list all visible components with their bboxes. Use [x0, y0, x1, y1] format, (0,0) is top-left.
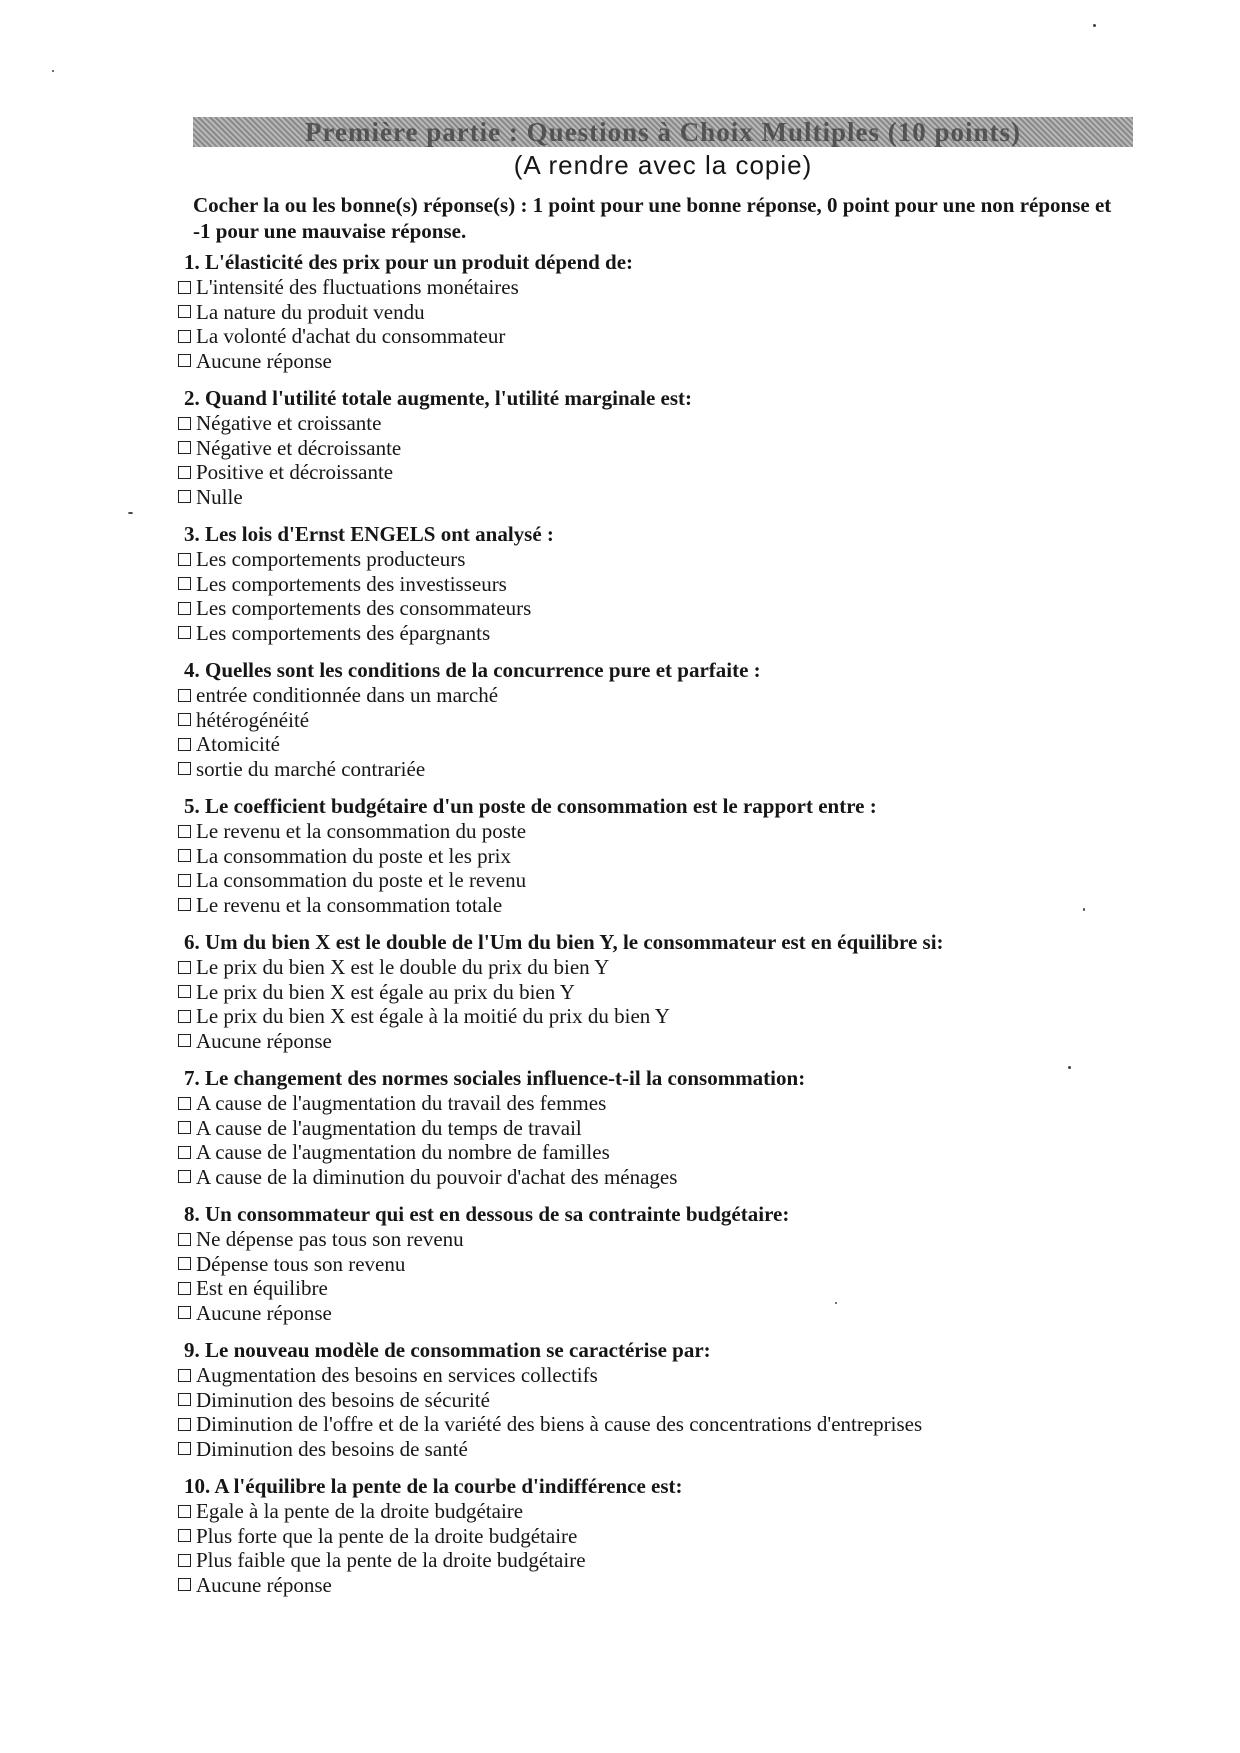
answer-option[interactable] — [178, 757, 1128, 782]
option-label: Les comportements des épargnants — [196, 620, 491, 645]
question-7 — [178, 1066, 1128, 1189]
option-label: Le prix du bien X est égale à la moitié du prix du bien Y — [196, 1004, 670, 1028]
option-label: Les comportements producteurs — [196, 547, 466, 571]
option-label: Nulle — [196, 484, 243, 509]
scan-speck — [835, 1302, 837, 1304]
answer-option[interactable] — [178, 300, 1128, 325]
question-9 — [178, 1338, 1128, 1461]
answer-option[interactable] — [178, 1363, 1128, 1388]
answer-option[interactable] — [178, 411, 1128, 436]
checkbox-icon[interactable] — [178, 985, 191, 998]
question-title: 3. Les lois d'Ernst ENGELS ont analysé : — [184, 522, 554, 546]
checkbox-icon[interactable] — [178, 689, 191, 702]
answer-option[interactable] — [178, 1276, 1128, 1301]
answer-option[interactable] — [178, 485, 1128, 510]
scan-speck — [1093, 24, 1096, 27]
answer-option[interactable] — [178, 1524, 1128, 1549]
option-label: Les comportements des consommateurs — [196, 596, 532, 620]
question-5 — [178, 794, 1128, 917]
answer-option[interactable] — [178, 1499, 1128, 1524]
checkbox-icon[interactable] — [178, 417, 191, 430]
checkbox-icon[interactable] — [178, 1554, 191, 1567]
question-8 — [178, 1202, 1128, 1325]
option-label: Dépense tous son revenu — [196, 1251, 406, 1276]
answer-option[interactable] — [178, 819, 1128, 844]
option-label: Plus forte que la pente de la droite budgétaire — [196, 1523, 578, 1548]
answer-option[interactable] — [178, 868, 1128, 893]
checkbox-icon[interactable] — [178, 1010, 191, 1023]
answer-option[interactable] — [178, 547, 1128, 572]
option-label: A cause de l'augmentation du nombre de familles — [196, 1140, 610, 1164]
checkbox-icon[interactable] — [178, 1306, 191, 1319]
checkbox-icon[interactable] — [178, 898, 191, 911]
option-label: Aucune réponse — [196, 1300, 332, 1325]
option-label: Négative et décroissante — [196, 435, 402, 460]
answer-option[interactable] — [178, 1165, 1128, 1190]
answer-option[interactable] — [178, 1116, 1128, 1141]
question-10 — [178, 1474, 1128, 1597]
checkbox-icon[interactable] — [178, 1442, 191, 1455]
option-label: sortie du marché contrariée — [196, 756, 426, 781]
checkbox-icon[interactable] — [178, 466, 191, 479]
option-label: A cause de l'augmentation du travail des femmes — [196, 1091, 607, 1115]
checkbox-icon[interactable] — [178, 738, 191, 751]
answer-option[interactable] — [178, 1301, 1128, 1326]
answer-option[interactable] — [178, 683, 1128, 708]
answer-option[interactable] — [178, 1140, 1128, 1165]
question-title: 7. Le changement des normes sociales influence-t-il la consommation: — [184, 1066, 806, 1090]
questions-list — [178, 250, 1128, 1610]
answer-option[interactable] — [178, 1227, 1128, 1252]
question-4 — [178, 658, 1128, 781]
section-banner — [193, 117, 1133, 147]
question-1 — [178, 250, 1128, 373]
option-label: Négative et croissante — [196, 411, 382, 435]
option-label: Diminution des besoins de sécurité — [196, 1387, 490, 1412]
answer-option[interactable] — [178, 1004, 1128, 1029]
question-3 — [178, 522, 1128, 645]
checkbox-icon[interactable] — [178, 305, 191, 318]
instructions-text: Cocher la ou les bonne(s) réponse(s) : 1 point pour une bonne réponse, 0 point pour une non réponse et -1 pour une mauvaise réponse. — [193, 193, 1112, 243]
answer-option[interactable] — [178, 844, 1128, 869]
question-title: 5. Le coefficient budgétaire d'un poste de consommation est le rapport entre : — [184, 794, 877, 818]
option-label: entrée conditionnée dans un marché — [196, 683, 499, 707]
checkbox-icon[interactable] — [178, 1233, 191, 1246]
option-label: Le revenu et la consommation totale — [196, 892, 503, 917]
answer-option[interactable] — [178, 1412, 1128, 1437]
option-label: Ne dépense pas tous son revenu — [196, 1227, 464, 1251]
checkbox-icon[interactable] — [178, 626, 191, 639]
checkbox-icon[interactable] — [178, 825, 191, 838]
answer-option[interactable] — [178, 460, 1128, 485]
checkbox-icon[interactable] — [178, 1282, 191, 1295]
answer-option[interactable] — [178, 955, 1128, 980]
option-label: Le prix du bien X est égale au prix du bien Y — [196, 979, 575, 1004]
checkbox-icon[interactable] — [178, 553, 191, 566]
checkbox-icon[interactable] — [178, 1505, 191, 1518]
checkbox-icon[interactable] — [178, 441, 191, 454]
option-label: Egale à la pente de la droite budgétaire — [196, 1499, 524, 1523]
option-label: Augmentation des besoins en services collectifs — [196, 1363, 598, 1387]
answer-option[interactable] — [178, 708, 1128, 733]
answer-option[interactable] — [178, 1573, 1128, 1598]
option-label: A cause de l'augmentation du temps de travail — [196, 1115, 582, 1140]
answer-option[interactable] — [178, 980, 1128, 1005]
checkbox-icon[interactable] — [178, 961, 191, 974]
checkbox-icon[interactable] — [178, 713, 191, 726]
question-title: 4. Quelles sont les conditions de la concurrence pure et parfaite : — [184, 658, 761, 682]
checkbox-icon[interactable] — [178, 330, 191, 343]
checkbox-icon[interactable] — [178, 1034, 191, 1047]
question-title: 8. Un consommateur qui est en dessous de sa contrainte budgétaire: — [184, 1202, 790, 1226]
answer-option[interactable] — [178, 572, 1128, 597]
question-title: 10. A l'équilibre la pente de la courbe d'indifférence est: — [184, 1474, 683, 1498]
question-title: 2. Quand l'utilité totale augmente, l'utilité marginale est: — [184, 386, 693, 410]
answer-option[interactable] — [178, 436, 1128, 461]
option-label: A cause de la diminution du pouvoir d'achat des ménages — [196, 1164, 678, 1189]
checkbox-icon[interactable] — [178, 1418, 191, 1431]
question-6 — [178, 930, 1128, 1053]
option-label: Aucune réponse — [196, 1028, 332, 1053]
answer-option[interactable] — [178, 1029, 1128, 1054]
option-label: hétérogénéité — [196, 707, 310, 732]
option-label: Est en équilibre — [196, 1276, 328, 1300]
answer-option[interactable] — [178, 349, 1128, 374]
option-label: Le revenu et la consommation du poste — [196, 819, 527, 843]
option-label: Diminution des besoins de santé — [196, 1436, 468, 1461]
checkbox-icon[interactable] — [178, 1529, 191, 1542]
answer-option[interactable] — [178, 1437, 1128, 1462]
answer-option[interactable] — [178, 1252, 1128, 1277]
option-label: Aucune réponse — [196, 348, 332, 373]
checkbox-icon[interactable] — [178, 849, 191, 862]
checkbox-icon[interactable] — [178, 874, 191, 887]
option-label: Diminution de l'offre et de la variété des biens à cause des concentrations d'entreprises — [196, 1412, 923, 1436]
option-label: La consommation du poste et le revenu — [196, 868, 527, 892]
checkbox-icon[interactable] — [178, 602, 191, 615]
answer-option[interactable] — [178, 893, 1128, 918]
question-2 — [178, 386, 1128, 509]
checkbox-icon[interactable] — [178, 1170, 191, 1183]
checkbox-icon[interactable] — [178, 762, 191, 775]
checkbox-icon[interactable] — [178, 281, 191, 294]
option-label: La volonté d'achat du consommateur — [196, 324, 506, 348]
checkbox-icon[interactable] — [178, 1146, 191, 1159]
answer-option[interactable] — [178, 1388, 1128, 1413]
scan-speck — [52, 70, 54, 72]
option-label: Les comportements des investisseurs — [196, 571, 507, 596]
option-label: La consommation du poste et les prix — [196, 843, 511, 868]
question-title: 1. L'élasticité des prix pour un produit dépend de: — [184, 250, 634, 274]
checkbox-icon[interactable] — [178, 490, 191, 503]
answer-option[interactable] — [178, 324, 1128, 349]
answer-option[interactable] — [178, 1548, 1128, 1573]
checkbox-icon[interactable] — [178, 1369, 191, 1382]
answer-option[interactable] — [178, 621, 1128, 646]
answer-option[interactable] — [178, 1091, 1128, 1116]
option-label: Atomicité — [196, 732, 280, 756]
answer-option[interactable] — [178, 275, 1128, 300]
question-title: 9. Le nouveau modèle de consommation se caractérise par: — [184, 1338, 711, 1362]
option-label: Plus faible que la pente de la droite budgétaire — [196, 1548, 586, 1572]
answer-option[interactable] — [178, 732, 1128, 757]
option-label: La nature du produit vendu — [196, 299, 425, 324]
checkbox-icon[interactable] — [178, 1578, 191, 1591]
checkbox-icon[interactable] — [178, 1097, 191, 1110]
option-label: Positive et décroissante — [196, 460, 394, 484]
checkbox-icon[interactable] — [178, 1393, 191, 1406]
option-label: Le prix du bien X est le double du prix du bien Y — [196, 955, 610, 979]
checkbox-icon[interactable] — [178, 1121, 191, 1134]
option-label: Aucune réponse — [196, 1572, 332, 1597]
checkbox-icon[interactable] — [178, 577, 191, 590]
option-label: L'intensité des fluctuations monétaires — [196, 275, 519, 299]
answer-option[interactable] — [178, 596, 1128, 621]
question-title: 6. Um du bien X est le double de l'Um du bien Y, le consommateur est en équilibre si: — [184, 930, 944, 954]
scan-speck — [128, 512, 133, 514]
scan-speck — [1068, 1066, 1071, 1069]
scan-speck — [1083, 908, 1085, 911]
checkbox-icon[interactable] — [178, 354, 191, 367]
banner-title: Première partie : Questions à Choix Multiples (10 points) — [305, 117, 1021, 147]
checkbox-icon[interactable] — [178, 1257, 191, 1270]
page-subtitle: (A rendre avec la copie) — [513, 150, 813, 180]
